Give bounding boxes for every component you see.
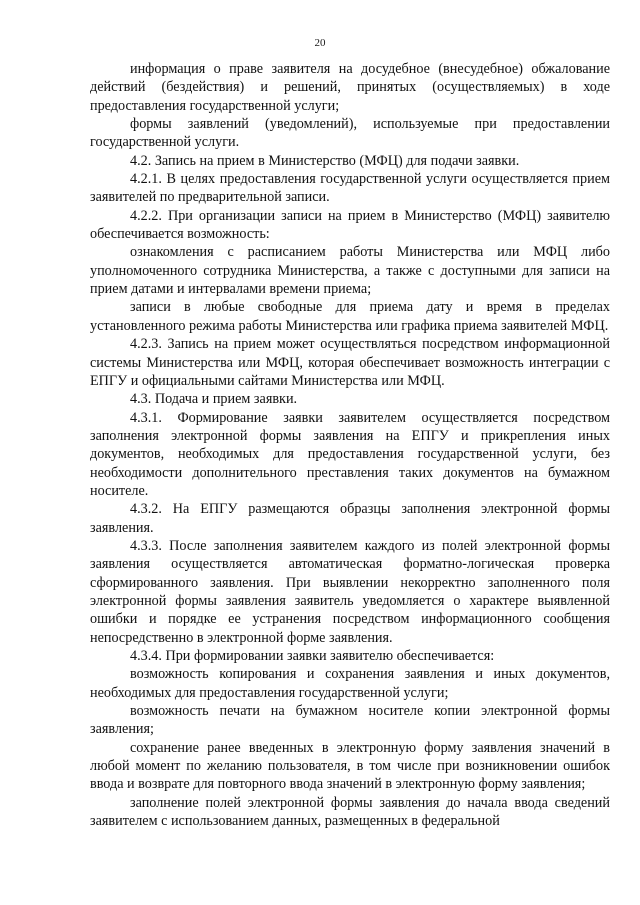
paragraph: возможность печати на бумажном носителе копии электронной формы заявления; (90, 703, 610, 738)
paragraph: записи в любые свободные для приема дату и время в пределах установленного режима работы Министерства или графика приема заявителей МФЦ. (90, 299, 610, 334)
section-heading: 4.3. Подача и прием заявки. (130, 391, 298, 408)
paragraph: возможность копирования и сохранения заявления и иных документов, необходимых для предоставления государственной услуги; (90, 666, 610, 701)
paragraph: ознакомления с расписанием работы Министерства или МФЦ либо уполномоченного сотрудника Министерства, а также с доступными для записи на прием датами и интервалами времени приема; (90, 244, 610, 298)
paragraph: 4.3.2. На ЕПГУ размещаются образцы заполнения электронной формы заявления. (90, 501, 610, 536)
document-body (90, 60, 610, 830)
paragraph: заполнение полей электронной формы заявления до начала ввода сведений заявителем с использованием данных, размещенных в федеральной (90, 794, 610, 830)
paragraph: 4.2.2. При организации записи на прием в Министерство (МФЦ) заявителю обеспечивается возможность: (90, 207, 610, 243)
paragraph: формы заявлений (уведомлений), используемые при предоставлении государственной услуги. (90, 116, 610, 151)
paragraph: сохранение ранее введенных в электронную форму заявления значений в любой момент по желанию пользователя, в том числе при возникновении ошибок ввода и возврате для повторного ввода значений в электронную форму заявления; (90, 739, 610, 793)
page-number: 20 (314, 37, 326, 49)
paragraph: 4.3.1. Формирование заявки заявителем осуществляется посредством заполнения электронной формы заявления на ЕПГУ и прикрепления иных документов, необходимых для предоставления государственной услуги, без необходимости дополнительного преставления таких документов на бумажном носителе. (90, 409, 610, 499)
section-heading: 4.2. Запись на прием в Министерство (МФЦ) для подачи заявки. (130, 152, 520, 169)
paragraph: 4.2.3. Запись на прием может осуществляться посредством информационной системы Министерства или МФЦ, которая обеспечивает возможность интеграции с ЕПГУ и официальными сайтами Министерства или МФЦ. (90, 336, 610, 389)
paragraph: 4.3.4. При формировании заявки заявителю обеспечивается: (130, 648, 495, 664)
paragraph: 4.3.3. После заполнения заявителем каждого из полей электронной формы заявления осуществляется автоматическая форматно-логическая проверка сформированного заявления. При выявлении некорректно заполненного поля электронной формы заявления заявитель уведомляется о характере выявленной ошибки и порядке ее устранения посредством информационного сообщения непосредственно в электронной форме заявления. (90, 537, 610, 646)
paragraph: 4.2.1. В целях предоставления государственной услуги осуществляется прием заявителей по предварительной записи. (90, 171, 610, 206)
paragraph: информация о праве заявителя на досудебное (внесудебное) обжалование действий (бездействия) и решений, принятых (осуществляемых) в ходе предоставления государственной услуги; (90, 61, 610, 114)
